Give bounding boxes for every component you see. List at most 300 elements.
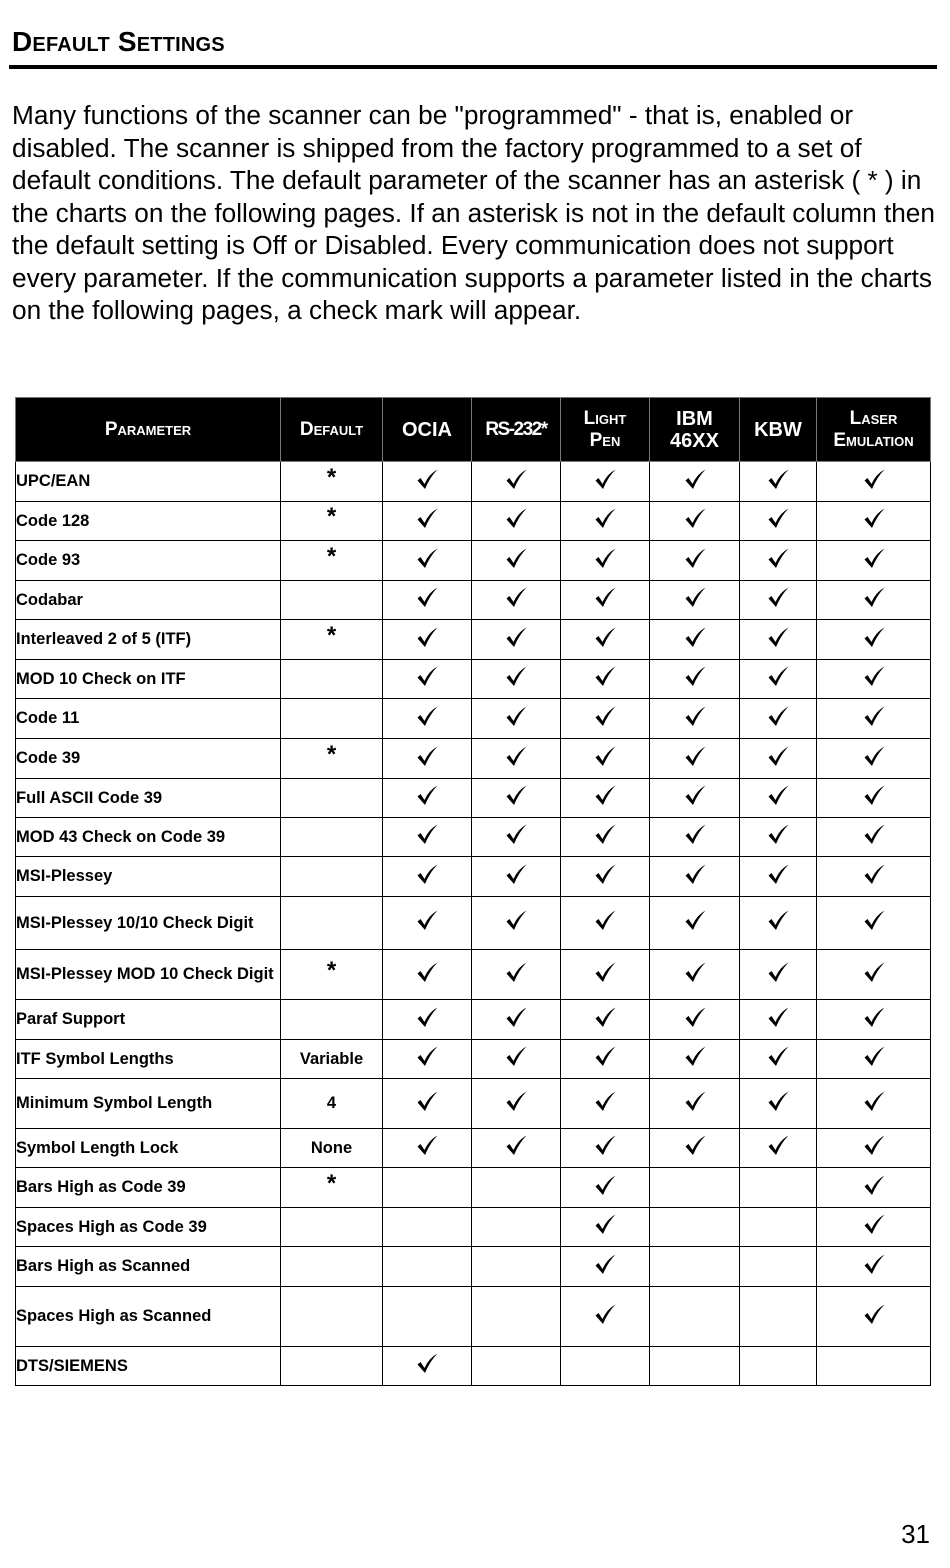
support-cell	[472, 581, 561, 620]
default-value: *	[326, 956, 337, 984]
table-row	[16, 897, 931, 950]
table-row	[16, 779, 931, 818]
support-cell	[650, 818, 740, 857]
check-mark-icon	[766, 631, 790, 648]
table-row	[16, 1287, 931, 1347]
support-cell	[650, 1000, 740, 1040]
check-mark-icon	[862, 750, 886, 767]
support-cell	[650, 779, 740, 818]
check-mark-icon	[504, 552, 528, 569]
check-mark-icon	[766, 828, 790, 845]
table-row	[16, 1000, 931, 1040]
check-mark-icon	[862, 631, 886, 648]
support-cell	[383, 1000, 472, 1040]
support-cell	[740, 541, 817, 581]
default-cell	[281, 1168, 383, 1208]
check-mark-icon	[766, 789, 790, 806]
support-cell	[650, 857, 740, 897]
check-mark-icon	[862, 966, 886, 983]
parameter-cell: Spaces High as Code 39	[16, 1208, 281, 1247]
support-cell	[740, 950, 817, 1000]
table-body	[16, 462, 931, 1386]
support-cell	[817, 1247, 931, 1287]
parameter-cell: ITF Symbol Lengths	[16, 1040, 281, 1079]
check-mark-icon	[504, 1139, 528, 1156]
check-mark-icon	[415, 750, 439, 767]
support-cell	[472, 660, 561, 699]
header-light-pen	[561, 398, 650, 462]
check-mark-icon	[504, 1050, 528, 1067]
parameter-cell: MSI-Plessey 10/10 Check Digit	[16, 897, 281, 950]
check-mark-icon	[766, 868, 790, 885]
support-cell	[472, 950, 561, 1000]
support-cell	[472, 779, 561, 818]
support-cell	[472, 818, 561, 857]
support-cell	[817, 462, 931, 502]
support-cell	[740, 779, 817, 818]
check-mark-icon	[862, 670, 886, 687]
support-cell	[650, 950, 740, 1000]
support-cell	[740, 1129, 817, 1168]
check-mark-icon	[766, 591, 790, 608]
support-cell	[740, 699, 817, 739]
default-cell	[281, 502, 383, 541]
support-cell	[472, 462, 561, 502]
check-mark-icon	[415, 1139, 439, 1156]
check-mark-icon	[415, 670, 439, 687]
header-laser-line2: Emulation	[833, 429, 914, 451]
support-cell	[740, 462, 817, 502]
check-mark-icon	[862, 1258, 886, 1275]
support-cell	[383, 1247, 472, 1287]
check-mark-icon	[504, 473, 528, 490]
check-mark-icon	[683, 1050, 707, 1067]
support-cell	[650, 541, 740, 581]
support-cell	[383, 857, 472, 897]
check-mark-icon	[766, 1011, 790, 1028]
check-mark-icon	[504, 1011, 528, 1028]
support-cell	[740, 897, 817, 950]
check-mark-icon	[593, 1218, 617, 1235]
table-row	[16, 1208, 931, 1247]
support-cell	[472, 502, 561, 541]
support-cell	[472, 1000, 561, 1040]
support-cell	[650, 620, 740, 660]
check-mark-icon	[415, 966, 439, 983]
check-mark-icon	[415, 789, 439, 806]
header-laser-emulation	[817, 398, 931, 462]
check-mark-icon	[415, 473, 439, 490]
check-mark-icon	[415, 914, 439, 931]
support-cell	[650, 1129, 740, 1168]
header-rs232: RS-232*	[472, 398, 561, 462]
check-mark-icon	[593, 631, 617, 648]
support-cell	[817, 1079, 931, 1129]
support-cell	[561, 1000, 650, 1040]
support-cell	[561, 818, 650, 857]
check-mark-icon	[862, 552, 886, 569]
support-cell	[472, 1247, 561, 1287]
check-mark-icon	[683, 789, 707, 806]
check-mark-icon	[504, 750, 528, 767]
check-mark-icon	[862, 828, 886, 845]
support-cell	[817, 581, 931, 620]
default-cell	[281, 1040, 383, 1079]
check-mark-icon	[415, 512, 439, 529]
check-mark-icon	[862, 914, 886, 931]
support-cell	[561, 1347, 650, 1386]
support-cell	[817, 541, 931, 581]
check-mark-icon	[766, 750, 790, 767]
support-cell	[817, 1168, 931, 1208]
support-cell	[650, 1208, 740, 1247]
support-cell	[383, 1129, 472, 1168]
default-cell	[281, 541, 383, 581]
support-cell	[740, 1208, 817, 1247]
support-cell	[561, 541, 650, 581]
check-mark-icon	[683, 966, 707, 983]
check-mark-icon	[504, 966, 528, 983]
check-mark-icon	[862, 473, 886, 490]
check-mark-icon	[504, 789, 528, 806]
check-mark-icon	[683, 591, 707, 608]
support-cell	[561, 581, 650, 620]
parameter-cell: MOD 43 Check on Code 39	[16, 818, 281, 857]
check-mark-icon	[504, 512, 528, 529]
support-cell	[561, 1247, 650, 1287]
default-value: *	[326, 621, 337, 649]
default-cell	[281, 462, 383, 502]
check-mark-icon	[683, 1095, 707, 1112]
support-cell	[383, 818, 472, 857]
table-row	[16, 818, 931, 857]
parameter-cell: Code 11	[16, 699, 281, 739]
intro-paragraph: Many functions of the scanner can be "programmed" - that is, enabled or disabled. The scanner is shipped from the factory programmed to a set of default conditions. The default parameter of the scanner has an asterisk ( * ) in the charts on the following pages. If an asterisk is not in the default column then the default setting is Off or Disabled. Every communication does not support every parameter. If the communication supports a parameter listed in the charts on the following pages, a check mark will appear.	[12, 100, 935, 325]
table-row	[16, 620, 931, 660]
support-cell	[650, 1347, 740, 1386]
check-mark-icon	[862, 591, 886, 608]
check-mark-icon	[593, 591, 617, 608]
check-mark-icon	[683, 473, 707, 490]
table-row	[16, 699, 931, 739]
check-mark-icon	[415, 1357, 439, 1374]
check-mark-icon	[683, 1139, 707, 1156]
default-cell	[281, 1347, 383, 1386]
support-cell	[383, 739, 472, 779]
support-cell	[817, 779, 931, 818]
default-cell	[281, 857, 383, 897]
support-cell	[650, 1040, 740, 1079]
support-cell	[650, 897, 740, 950]
check-mark-icon	[504, 1095, 528, 1112]
support-cell	[383, 1347, 472, 1386]
check-mark-icon	[593, 966, 617, 983]
default-cell	[281, 620, 383, 660]
check-mark-icon	[504, 828, 528, 845]
support-cell	[817, 1347, 931, 1386]
check-mark-icon	[593, 1179, 617, 1196]
check-mark-icon	[766, 552, 790, 569]
support-cell	[650, 699, 740, 739]
header-light-pen-line1: Light	[583, 407, 627, 429]
support-cell	[561, 502, 650, 541]
check-mark-icon	[683, 914, 707, 931]
support-cell	[561, 779, 650, 818]
support-cell	[740, 818, 817, 857]
support-cell	[650, 660, 740, 699]
support-cell	[740, 1347, 817, 1386]
check-mark-icon	[593, 1095, 617, 1112]
parameter-cell: Symbol Length Lock	[16, 1129, 281, 1168]
support-cell	[817, 739, 931, 779]
table-row	[16, 739, 931, 779]
check-mark-icon	[766, 473, 790, 490]
support-cell	[650, 1247, 740, 1287]
support-cell	[561, 857, 650, 897]
parameter-cell: Interleaved 2 of 5 (ITF)	[16, 620, 281, 660]
support-cell	[650, 1287, 740, 1347]
support-cell	[561, 620, 650, 660]
support-cell	[383, 699, 472, 739]
header-parameter: Parameter	[16, 398, 281, 462]
support-cell	[561, 1079, 650, 1129]
table-row	[16, 1247, 931, 1287]
support-cell	[740, 620, 817, 660]
support-cell	[472, 739, 561, 779]
support-cell	[561, 1208, 650, 1247]
default-settings-table	[15, 397, 931, 1386]
support-cell	[472, 1168, 561, 1208]
check-mark-icon	[504, 631, 528, 648]
support-cell	[817, 897, 931, 950]
support-cell	[383, 462, 472, 502]
check-mark-icon	[415, 591, 439, 608]
parameter-cell: Code 39	[16, 739, 281, 779]
check-mark-icon	[593, 789, 617, 806]
check-mark-icon	[415, 1050, 439, 1067]
check-mark-icon	[766, 710, 790, 727]
check-mark-icon	[593, 552, 617, 569]
parameter-cell: Bars High as Scanned	[16, 1247, 281, 1287]
check-mark-icon	[862, 512, 886, 529]
default-cell	[281, 739, 383, 779]
header-kbw: KBW	[740, 398, 817, 462]
support-cell	[817, 818, 931, 857]
support-cell	[383, 779, 472, 818]
support-cell	[383, 1208, 472, 1247]
check-mark-icon	[683, 868, 707, 885]
support-cell	[561, 897, 650, 950]
check-mark-icon	[683, 750, 707, 767]
check-mark-icon	[862, 868, 886, 885]
check-mark-icon	[683, 670, 707, 687]
check-mark-icon	[593, 1050, 617, 1067]
check-mark-icon	[862, 710, 886, 727]
default-cell	[281, 1287, 383, 1347]
parameter-cell: MSI-Plessey MOD 10 Check Digit	[16, 950, 281, 1000]
support-cell	[650, 1168, 740, 1208]
table-row	[16, 581, 931, 620]
table-row	[16, 660, 931, 699]
support-cell	[472, 699, 561, 739]
support-cell	[383, 541, 472, 581]
check-mark-icon	[593, 512, 617, 529]
check-mark-icon	[504, 914, 528, 931]
table-row	[16, 502, 931, 541]
default-cell	[281, 1079, 383, 1129]
support-cell	[383, 897, 472, 950]
check-mark-icon	[766, 670, 790, 687]
default-cell	[281, 1247, 383, 1287]
support-cell	[561, 462, 650, 502]
support-cell	[817, 699, 931, 739]
parameter-cell: MSI-Plessey	[16, 857, 281, 897]
support-cell	[817, 857, 931, 897]
table-row	[16, 462, 931, 502]
support-cell	[740, 1040, 817, 1079]
check-mark-icon	[862, 1095, 886, 1112]
header-ibm-line1: IBM	[676, 407, 713, 430]
check-mark-icon	[504, 670, 528, 687]
parameter-cell: Codabar	[16, 581, 281, 620]
support-cell	[383, 660, 472, 699]
support-cell	[383, 620, 472, 660]
check-mark-icon	[593, 1011, 617, 1028]
support-cell	[561, 1168, 650, 1208]
check-mark-icon	[593, 868, 617, 885]
support-cell	[740, 857, 817, 897]
support-cell	[740, 1287, 817, 1347]
support-cell	[740, 1000, 817, 1040]
support-cell	[561, 660, 650, 699]
support-cell	[561, 950, 650, 1000]
support-cell	[740, 502, 817, 541]
support-cell	[740, 1247, 817, 1287]
check-mark-icon	[593, 1308, 617, 1325]
check-mark-icon	[766, 1050, 790, 1067]
support-cell	[817, 502, 931, 541]
table-row	[16, 950, 931, 1000]
support-cell	[650, 1079, 740, 1129]
check-mark-icon	[862, 789, 886, 806]
page-heading: Default Settings	[12, 26, 225, 57]
default-value: Variable	[299, 1049, 364, 1068]
support-cell	[740, 660, 817, 699]
default-cell	[281, 897, 383, 950]
header-ocia: OCIA	[383, 398, 472, 462]
parameter-cell: Paraf Support	[16, 1000, 281, 1040]
check-mark-icon	[415, 1011, 439, 1028]
check-mark-icon	[593, 828, 617, 845]
table-row	[16, 541, 931, 581]
default-cell	[281, 581, 383, 620]
table-header-row	[16, 398, 931, 462]
check-mark-icon	[766, 1095, 790, 1112]
page-number: 31	[901, 1519, 930, 1549]
header-default: Default	[281, 398, 383, 462]
support-cell	[383, 1040, 472, 1079]
check-mark-icon	[683, 828, 707, 845]
support-cell	[383, 1168, 472, 1208]
table-row	[16, 1168, 931, 1208]
default-cell	[281, 1129, 383, 1168]
default-cell	[281, 818, 383, 857]
parameter-cell: Spaces High as Scanned	[16, 1287, 281, 1347]
default-cell	[281, 779, 383, 818]
parameter-cell: MOD 10 Check on ITF	[16, 660, 281, 699]
parameter-cell: Code 93	[16, 541, 281, 581]
table-row	[16, 1347, 931, 1386]
support-cell	[650, 462, 740, 502]
support-cell	[383, 502, 472, 541]
support-cell	[472, 1129, 561, 1168]
support-cell	[472, 620, 561, 660]
support-cell	[383, 950, 472, 1000]
check-mark-icon	[593, 473, 617, 490]
check-mark-icon	[683, 710, 707, 727]
check-mark-icon	[415, 710, 439, 727]
check-mark-icon	[504, 868, 528, 885]
parameter-cell: Bars High as Code 39	[16, 1168, 281, 1208]
check-mark-icon	[766, 1139, 790, 1156]
support-cell	[472, 1287, 561, 1347]
check-mark-icon	[415, 1095, 439, 1112]
check-mark-icon	[683, 552, 707, 569]
support-cell	[561, 1287, 650, 1347]
support-cell	[472, 1208, 561, 1247]
parameter-cell: DTS/SIEMENS	[16, 1347, 281, 1386]
support-cell	[817, 1208, 931, 1247]
default-cell	[281, 950, 383, 1000]
check-mark-icon	[593, 750, 617, 767]
parameter-cell: UPC/EAN	[16, 462, 281, 502]
check-mark-icon	[593, 1258, 617, 1275]
default-cell	[281, 1000, 383, 1040]
support-cell	[561, 739, 650, 779]
default-value: *	[326, 740, 337, 768]
check-mark-icon	[683, 512, 707, 529]
header-light-pen-line2: Pen	[589, 429, 621, 451]
default-value: *	[326, 463, 337, 491]
support-cell	[740, 1168, 817, 1208]
support-cell	[817, 1040, 931, 1079]
check-mark-icon	[415, 828, 439, 845]
header-ibm-line2: 46XX	[670, 429, 719, 452]
check-mark-icon	[593, 1139, 617, 1156]
support-cell	[817, 620, 931, 660]
support-cell	[650, 581, 740, 620]
header-laser-line1: Laser	[849, 407, 898, 429]
check-mark-icon	[862, 1179, 886, 1196]
check-mark-icon	[862, 1011, 886, 1028]
support-cell	[817, 660, 931, 699]
check-mark-icon	[504, 710, 528, 727]
support-cell	[472, 1040, 561, 1079]
check-mark-icon	[415, 552, 439, 569]
support-cell	[740, 581, 817, 620]
support-cell	[817, 950, 931, 1000]
default-value: *	[326, 542, 337, 570]
support-cell	[472, 1347, 561, 1386]
check-mark-icon	[683, 631, 707, 648]
check-mark-icon	[766, 512, 790, 529]
check-mark-icon	[766, 914, 790, 931]
table-row	[16, 1040, 931, 1079]
check-mark-icon	[766, 966, 790, 983]
default-value: *	[326, 503, 337, 530]
support-cell	[817, 1000, 931, 1040]
check-mark-icon	[504, 591, 528, 608]
